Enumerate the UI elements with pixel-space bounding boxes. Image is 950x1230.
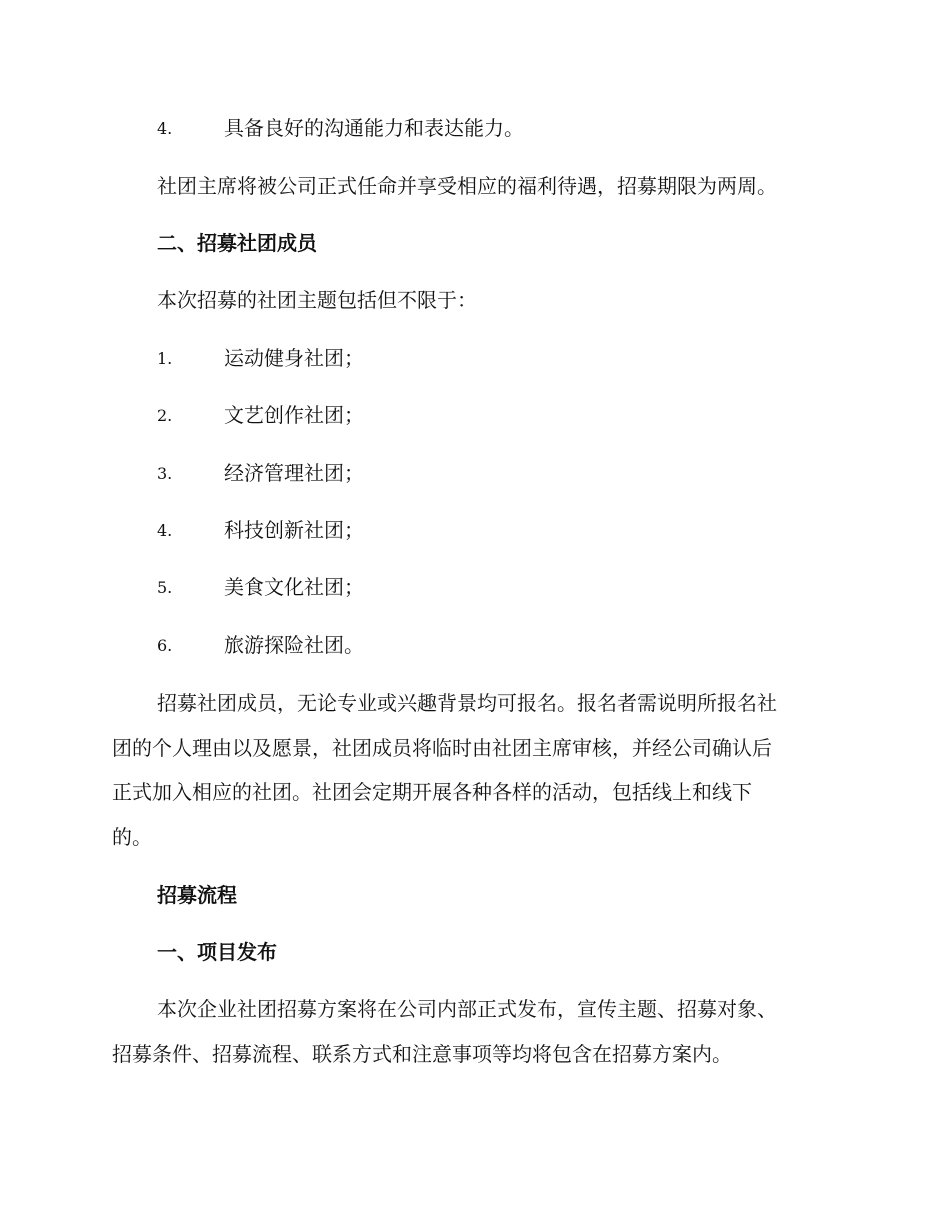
- theme-text: 文艺创作社团；: [224, 403, 364, 427]
- paragraph-line: 招募条件、招募流程、联系方式和注意事项等均将包含在招募方案内。: [112, 1041, 732, 1066]
- process-heading: 招募流程: [157, 883, 237, 907]
- paragraph-line: 招募社团成员，无论专业或兴趣背景均可报名。报名者需说明所报名社: [157, 691, 777, 715]
- paragraph-line: 的。: [112, 825, 152, 850]
- release-paragraph: [112, 987, 832, 1076]
- paragraph-line: 正式加入相应的社团。社团会定期开展各种各样的活动，包括线上和线下: [112, 780, 752, 805]
- theme-text: 运动健身社团；: [224, 346, 364, 370]
- chair-note: 社团主席将被公司正式任命并享受相应的福利待遇，招募期限为两周。: [157, 174, 777, 198]
- theme-number: 4.: [157, 521, 173, 540]
- list-number: 4.: [157, 119, 173, 138]
- theme-number: 2.: [157, 406, 173, 425]
- theme-text: 经济管理社团；: [224, 461, 364, 485]
- section-heading-members: 二、招募社团成员: [157, 231, 317, 255]
- theme-number: 6.: [157, 636, 173, 655]
- section-heading-release: 一、项目发布: [157, 940, 277, 964]
- theme-text: 科技创新社团；: [224, 518, 364, 542]
- theme-number: 5.: [157, 578, 173, 597]
- members-paragraph: [112, 681, 832, 860]
- themes-intro: 本次招募的社团主题包括但不限于：: [157, 288, 477, 312]
- theme-number: 3.: [157, 464, 173, 483]
- theme-text: 旅游探险社团。: [224, 633, 364, 657]
- paragraph-line: 本次企业社团招募方案将在公司内部正式发布，宣传主题、招募对象、: [157, 997, 777, 1021]
- theme-number: 1.: [157, 349, 173, 368]
- list-item-text: 具备良好的沟通能力和表达能力。: [224, 116, 524, 140]
- theme-text: 美食文化社团；: [224, 575, 364, 599]
- paragraph-line: 团的个人理由以及愿景，社团成员将临时由社团主席审核，并经公司确认后: [112, 735, 772, 760]
